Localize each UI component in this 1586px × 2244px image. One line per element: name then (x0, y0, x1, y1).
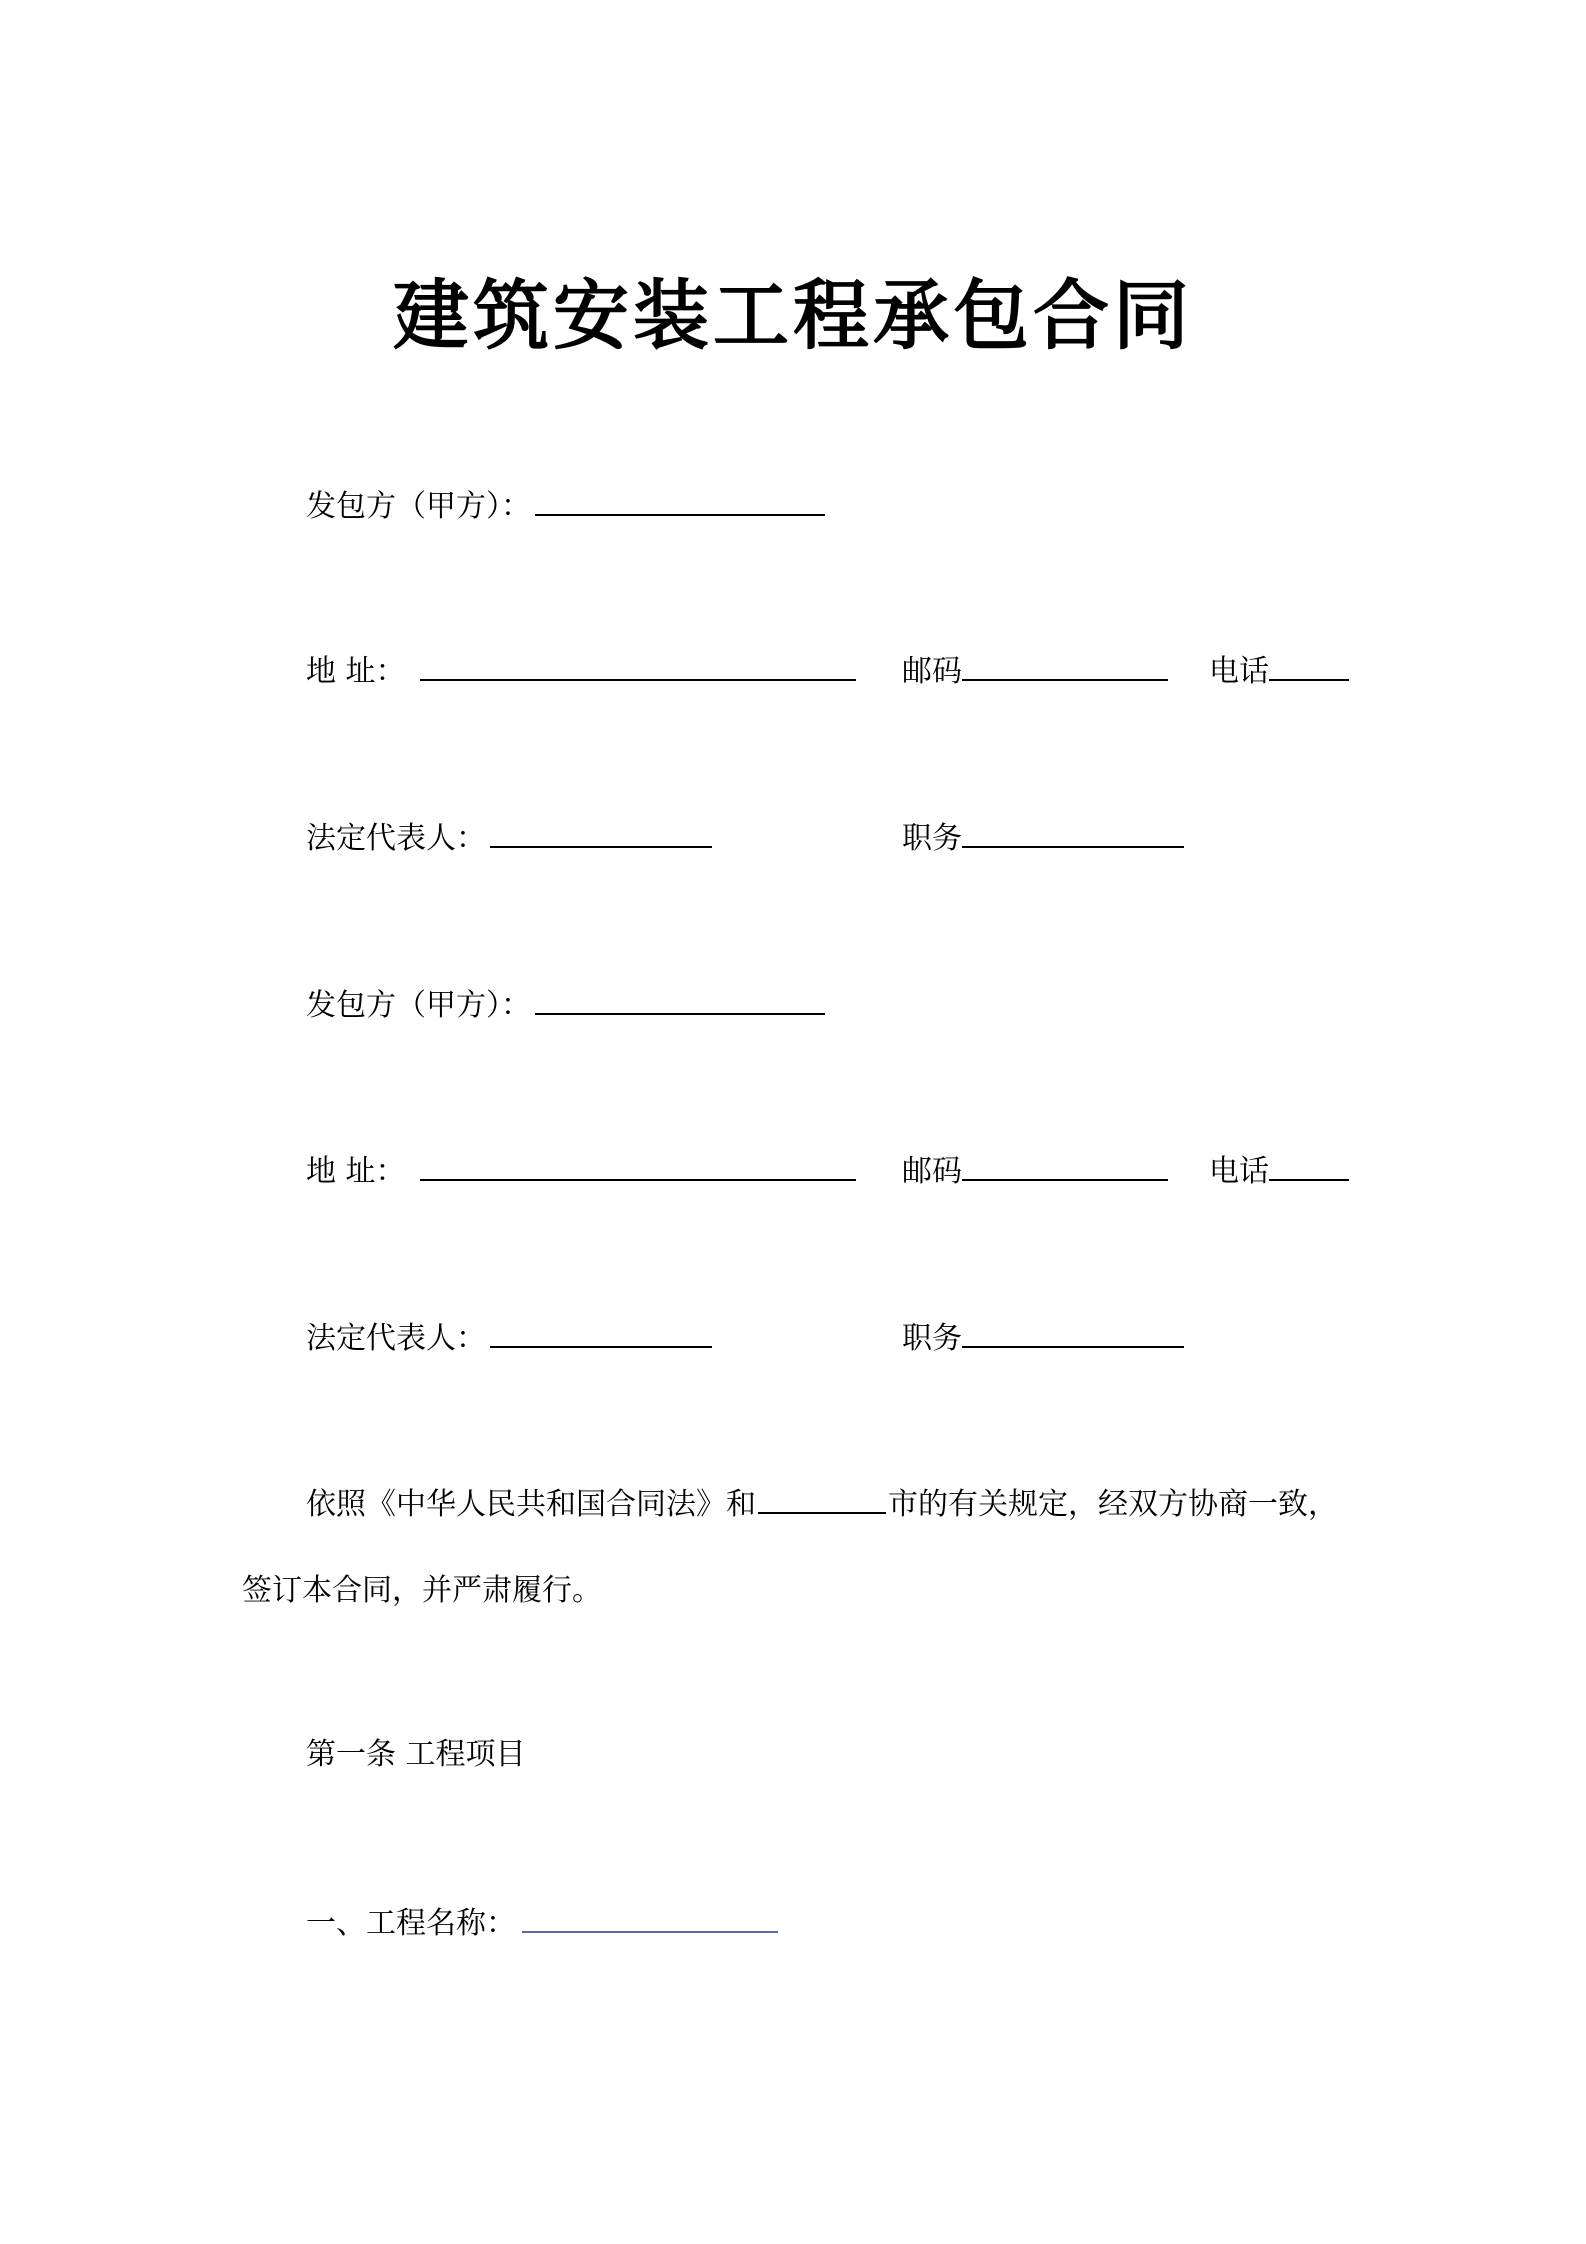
party-a-address-label: 地 址： (306, 654, 406, 689)
party-a-phone-field[interactable] (1269, 653, 1349, 681)
project-name-label: 一、工程名称： (306, 1906, 516, 1941)
party-a-legal-rep-label: 法定代表人： (306, 821, 486, 856)
party-b-legal-rep-row (306, 1320, 712, 1354)
party-b-name-label: 发包方（甲方）： (306, 988, 531, 1023)
party-b-postcode-field[interactable] (962, 1153, 1168, 1181)
preamble-text-2: 市的有关规定，经双方协商一致， (888, 1487, 1338, 1522)
party-a-phone-row (1209, 653, 1349, 687)
party-b-address-field[interactable] (420, 1153, 856, 1181)
party-a-legal-rep-row (306, 820, 712, 854)
project-name-field[interactable] (522, 1905, 778, 1933)
party-b-name-field[interactable] (535, 987, 825, 1015)
city-field[interactable] (758, 1486, 886, 1514)
party-b-postcode-row (902, 1153, 1168, 1187)
project-name-row (306, 1905, 778, 1939)
party-a-name-row (306, 488, 825, 522)
party-b-legal-rep-field[interactable] (490, 1320, 712, 1348)
preamble-line-2: 签订本合同，并严肃履行。 (242, 1573, 602, 1608)
party-a-address-row (306, 653, 856, 687)
party-b-address-row (306, 1153, 856, 1187)
party-b-legal-rep-label: 法定代表人： (306, 1321, 486, 1356)
preamble-text-1: 依照《中华人民共和国合同法》和 (306, 1487, 756, 1522)
party-b-postcode-label: 邮码 (902, 1154, 962, 1189)
party-b-position-field[interactable] (962, 1320, 1184, 1348)
party-b-phone-row (1209, 1153, 1349, 1187)
party-a-phone-label: 电话 (1209, 654, 1269, 689)
party-a-postcode-row (902, 653, 1168, 687)
party-b-name-row (306, 987, 825, 1021)
party-a-position-label: 职务 (902, 821, 962, 856)
party-a-position-row (902, 820, 1184, 854)
party-a-legal-rep-field[interactable] (490, 820, 712, 848)
party-b-phone-label: 电话 (1209, 1154, 1269, 1189)
party-a-postcode-label: 邮码 (902, 654, 962, 689)
article-1-heading: 第一条 工程项目 (306, 1737, 526, 1772)
party-b-address-label: 地 址： (306, 1154, 406, 1189)
party-a-postcode-field[interactable] (962, 653, 1168, 681)
party-b-phone-field[interactable] (1269, 1153, 1349, 1181)
preamble-line-1 (306, 1486, 1338, 1520)
party-a-name-label: 发包方（甲方）： (306, 489, 531, 524)
document-title: 建筑安装工程承包合同 (393, 271, 1193, 360)
party-b-position-label: 职务 (902, 1321, 962, 1356)
party-b-position-row (902, 1320, 1184, 1354)
party-a-name-field[interactable] (535, 488, 825, 516)
party-a-address-field[interactable] (420, 653, 856, 681)
party-a-position-field[interactable] (962, 820, 1184, 848)
